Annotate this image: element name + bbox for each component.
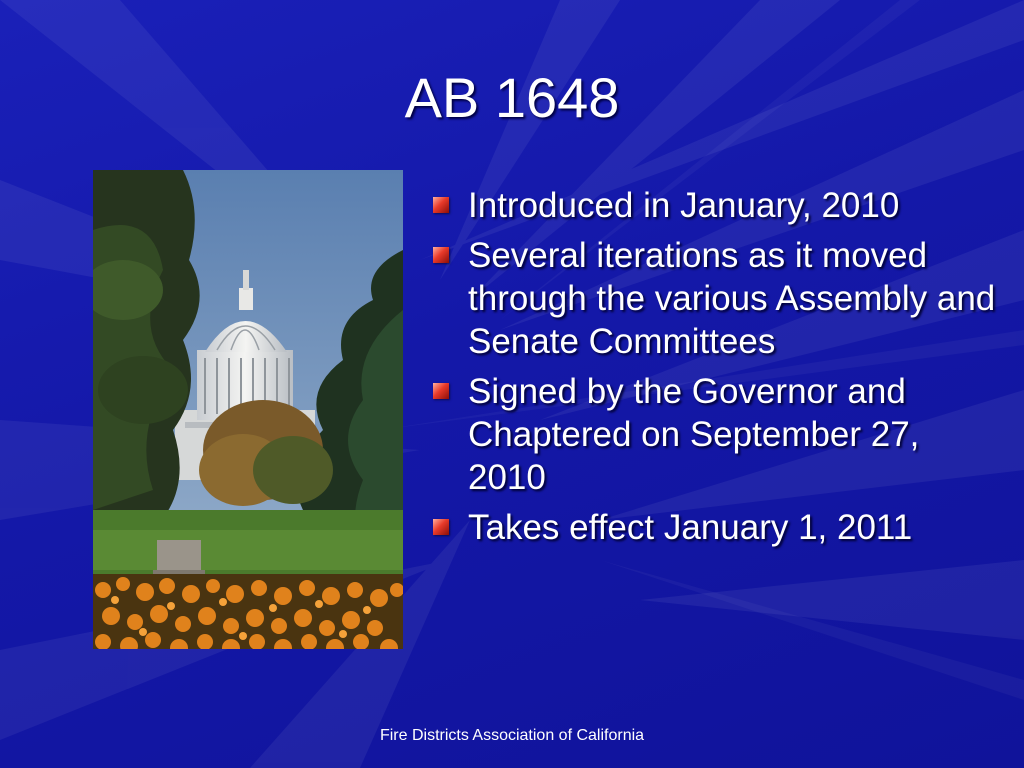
square-bullet-icon <box>433 383 449 399</box>
bullet-text: Takes effect January 1, 2011 <box>468 508 913 547</box>
square-bullet-icon <box>433 247 449 263</box>
bullet-item <box>430 234 1000 363</box>
bullet-list <box>430 184 1000 556</box>
square-bullet-icon <box>433 519 449 535</box>
bullet-item <box>430 184 1000 227</box>
bullet-item <box>430 370 1000 499</box>
square-bullet-icon <box>433 197 449 213</box>
slide-title: AB 1648 <box>404 66 620 129</box>
bullet-text: Signed by the Governor and Chaptered on September 27, 2010 <box>468 372 920 497</box>
bullet-item <box>430 506 1000 549</box>
bullet-text: Several iterations as it moved through the various Assembly and Senate Committees <box>468 236 996 361</box>
bullet-text: Introduced in January, 2010 <box>468 186 900 225</box>
capitol-dome-photo <box>93 170 403 649</box>
slide-footer: Fire Districts Association of California <box>379 727 645 744</box>
